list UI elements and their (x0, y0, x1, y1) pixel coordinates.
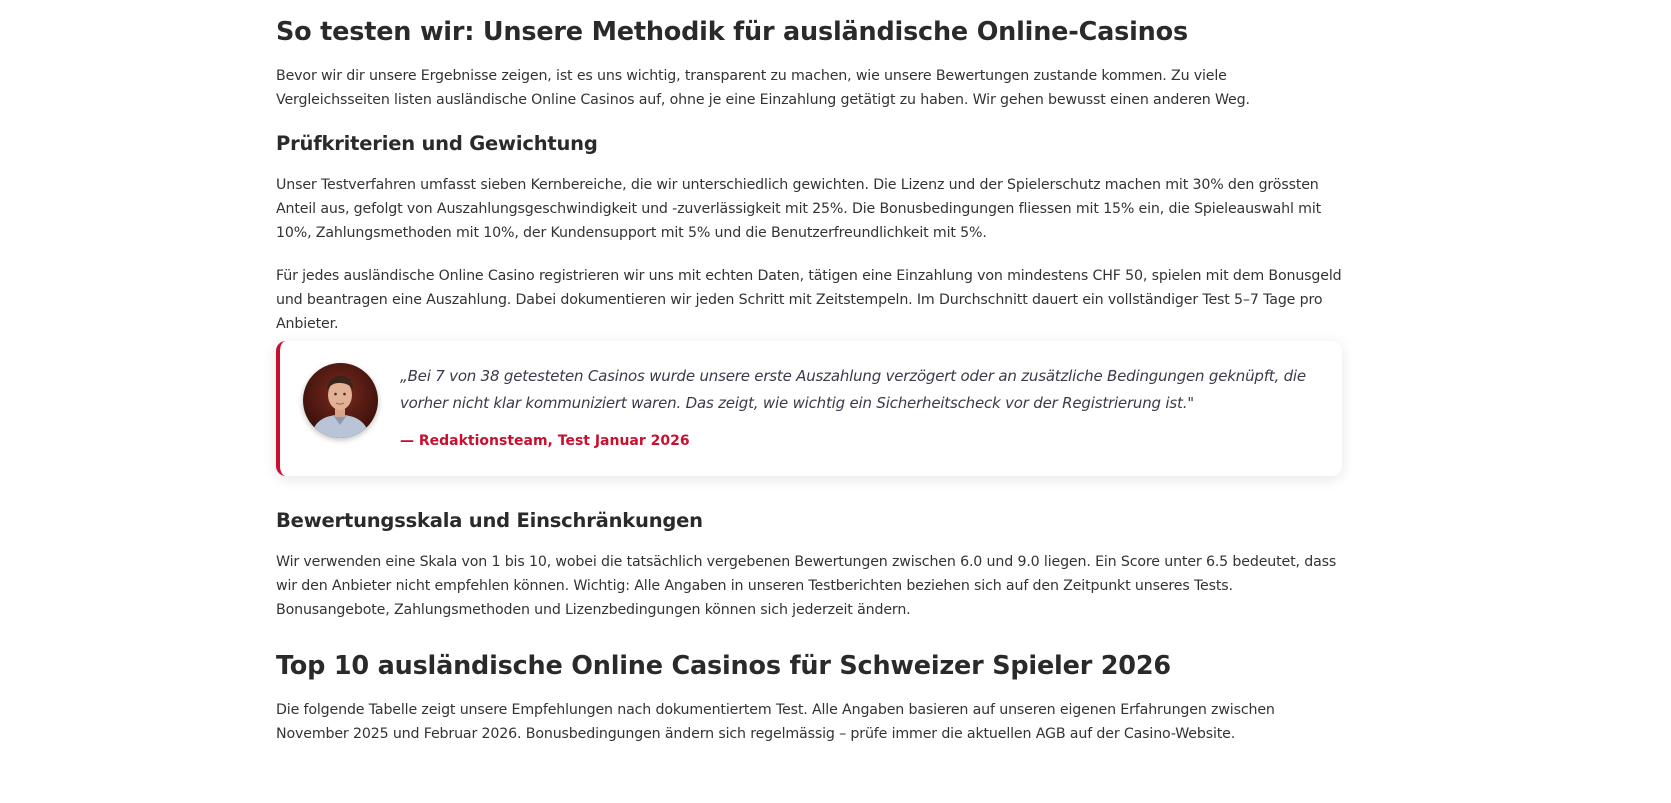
author-avatar-icon (303, 363, 378, 438)
criteria-paragraph: Unser Testverfahren umfasst sieben Kernbereiche, die wir unterschiedlich gewichten. Die Lizenz und der Spielerschutz machen mit 30% den grössten Anteil aus, gefolgt von Auszahlungsgeschwindigkeit und -zuverlässigkeit mit 25%. Die Bonusbedingungen fliessen mit 15% ein, die Spieleauswahl mit 10%, Zahlungsmethoden mit 10%, der Kundensupport mit 5% und die Benutzerfreundlichkeit mit 5%. (276, 177, 1322, 241)
process-paragraph: Für jedes ausländische Online Casino registrieren wir uns mit echten Daten, tätigen eine Einzahlung von mindestens CHF 50, spielen mit dem Bonusgeld und beantragen eine Auszahlung. Dabei dokumentieren wir jeden Schritt mit Zeitstempeln. Im Durchschnitt dauert ein vollständiger Test 5–7 Tage pro Anbieter. (276, 268, 1342, 332)
criteria-subheading: Prüfkriterien und Gewichtung (276, 132, 598, 155)
top10-paragraph: Die folgende Tabelle zeigt unsere Empfehlungen nach dokumentiertem Test. Alle Angaben basieren auf unseren eigenen Erfahrungen zwischen November 2025 und Februar 2026. Bonusbedingungen ändern sich regelmässig – prüfe immer die aktuellen AGB auf der Casino-Website. (276, 702, 1275, 742)
quote-text: „Bei 7 von 38 getesteten Casinos wurde unsere erste Auszahlung verzögert oder an zusätzliche Bedingungen geknüpft, die vorher nicht klar kommuniziert waren. Das zeigt, wie wichtig ein Sicherheitscheck vor der Registrierung ist." (400, 367, 1306, 412)
quote-author: — Redaktionsteam, Test Januar 2026 (400, 433, 690, 449)
scale-paragraph: Wir verwenden eine Skala von 1 bis 10, wobei die tatsächlich vergebenen Bewertungen zwischen 6.0 und 9.0 liegen. Ein Score unter 6.5 bedeutet, dass wir den Anbieter nicht empfehlen können. Wichtig: Alle Angaben in unseren Testberichten beziehen sich auf den Zeitpunkt unseres Tests. Bonusangebote, Zahlungsmethoden und Lizenzbedingungen können sich jederzeit ändern. (276, 554, 1337, 618)
methodology-heading: So testen wir: Unsere Methodik für ausländische Online-Casinos (276, 17, 1188, 47)
scale-subheading: Bewertungsskala und Einschränkungen (276, 509, 703, 532)
editorial-quote-box (276, 341, 1342, 476)
intro-paragraph: Bevor wir dir unsere Ergebnisse zeigen, ist es uns wichtig, transparent zu machen, wie unsere Bewertungen zustande kommen. Zu viele Vergleichsseiten listen ausländische Online Casinos auf, ohne je eine Einzahlung getätigt zu haben. Wir gehen bewusst einen anderen Weg. (276, 68, 1250, 108)
author-avatar (303, 363, 378, 438)
top10-heading: Top 10 ausländische Online Casinos für Schweizer Spieler 2026 (276, 651, 1171, 681)
